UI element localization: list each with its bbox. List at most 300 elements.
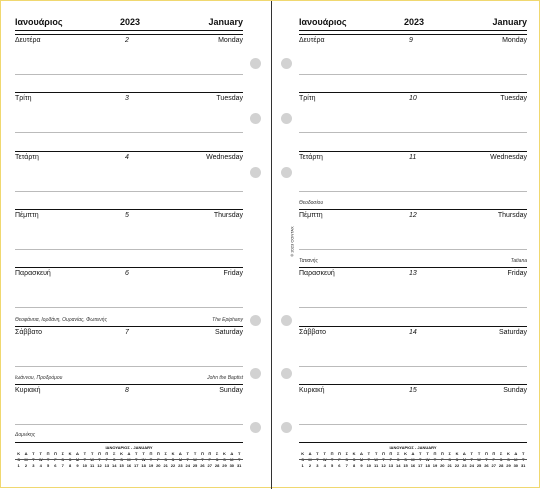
day-rule (299, 326, 527, 327)
weekday-initial-greek: Κ (171, 451, 175, 456)
weekday-initial-english: F (389, 457, 393, 462)
calendar-day-number: 9 (76, 463, 79, 468)
weekday-initial-greek: Τ (419, 451, 422, 456)
weekday-initial-english: S (448, 457, 451, 462)
calendar-day-number: 4 (323, 463, 326, 468)
day-entry (299, 326, 527, 382)
calendar-day-number: 7 (345, 463, 348, 468)
day-rule (299, 209, 527, 210)
calendar-rule (299, 442, 527, 443)
weekday-initial-greek: Τ (374, 451, 378, 456)
weekday-english: Thursday (213, 211, 243, 219)
mini-month-calendar (299, 442, 527, 482)
day-number: 12 (409, 211, 417, 219)
weekday-initial-english: T (367, 457, 371, 462)
weekday-greek: Παρασκευή (299, 270, 335, 278)
day-number: 4 (125, 153, 129, 161)
calendar-day-number: 26 (200, 463, 205, 468)
binder-hole (281, 422, 292, 433)
weekday-initial-english: T (149, 457, 153, 462)
calendar-day-number: 24 (185, 463, 190, 468)
weekday-initial-english: S (112, 457, 116, 462)
weekday-initial-english: F (105, 457, 109, 462)
weekday-initial-english: S (164, 457, 167, 462)
weekday-greek: Τετάρτη (15, 153, 39, 161)
calendar-day-number: 28 (498, 463, 504, 468)
weekday-initial-greek: Τ (83, 451, 87, 456)
page-header (15, 17, 243, 29)
calendar-day-number: 10 (366, 463, 372, 468)
weekday-initial-english: S (507, 457, 510, 462)
weekday-initial-greek: Δ (360, 451, 363, 456)
day-entry (15, 267, 243, 323)
calendar-day-number: 16 (410, 463, 416, 468)
right-page (299, 1, 527, 489)
calendar-day-number: 29 (222, 463, 227, 468)
weekday-initial-english: F (157, 457, 160, 462)
weekday-initial-english: S (396, 457, 400, 462)
day-rule (15, 209, 243, 210)
writing-line[interactable] (299, 74, 527, 75)
calendar-day-number: 21 (447, 463, 452, 468)
calendar-day-number: 29 (506, 463, 511, 468)
header-rule (15, 30, 243, 31)
binder-hole (250, 315, 261, 326)
calendar-day-number: 17 (418, 463, 423, 468)
weekday-english: Wednesday (206, 153, 243, 161)
binder-hole (250, 113, 261, 124)
weekday-initial-greek: Π (156, 451, 160, 456)
weekday-english: Saturday (214, 328, 243, 336)
writing-line[interactable] (15, 132, 243, 133)
binder-hole (281, 315, 292, 326)
weekday-initial-greek: Π (53, 451, 57, 456)
spine-divider (271, 1, 272, 489)
calendar-day-number: 5 (46, 463, 50, 468)
weekday-initial-greek: Π (433, 451, 437, 456)
weekday-initial-greek: Σ (215, 451, 219, 456)
writing-line[interactable] (299, 366, 527, 367)
weekday-greek: Δευτέρα (299, 37, 325, 44)
weekday-initial-greek: Τ (470, 451, 473, 456)
weekday-initial-english: W (38, 457, 43, 462)
weekday-initial-english: S (345, 457, 349, 462)
calendar-day-number: 6 (338, 463, 341, 468)
calendar-day-number: 28 (214, 463, 220, 468)
calendar-day-number: 18 (425, 463, 430, 468)
calendar-day-number: 3 (32, 463, 35, 468)
weekday-english: Friday (507, 270, 527, 278)
header-rule (299, 30, 527, 31)
weekday-initial-english: M (462, 457, 467, 462)
calendar-day-number: 9 (360, 463, 363, 468)
weekday-initial-greek: Π (46, 451, 50, 456)
weekday-initial-english: W (477, 457, 481, 462)
calendar-row (15, 463, 243, 469)
calendar-day-number: 30 (229, 463, 235, 468)
weekday-initial-greek: Δ (462, 451, 466, 456)
weekday-initial-english: T (201, 457, 204, 462)
calendar-day-number: 12 (381, 463, 386, 468)
weekday-initial-greek: Δ (127, 451, 131, 456)
weekday-initial-greek: Σ (448, 451, 451, 456)
day-entry (299, 151, 527, 207)
binder-hole (250, 167, 261, 178)
calendar-day-number: 8 (352, 463, 356, 468)
weekday-initial-english: W (141, 457, 146, 462)
weekday-initial-english: S (171, 457, 175, 462)
year: 2023 (120, 17, 141, 27)
writing-line[interactable] (15, 366, 243, 367)
day-number: 5 (125, 211, 129, 219)
weekday-initial-english: F (492, 457, 495, 462)
weekday-initial-english: T (32, 457, 35, 462)
weekday-english: Tuesday (216, 95, 243, 103)
binder-hole (281, 167, 292, 178)
calendar-separator (299, 459, 527, 460)
calendar-day-number: 14 (395, 463, 401, 468)
writing-line[interactable] (299, 249, 527, 250)
weekday-initial-greek: Δ (411, 451, 415, 456)
calendar-day-number: 11 (374, 463, 379, 468)
weekday-initial-english: M (359, 457, 364, 462)
day-rule (299, 267, 527, 268)
writing-line[interactable] (15, 307, 243, 308)
weekday-initial-english: W (322, 457, 327, 462)
weekday-initial-english: T (237, 457, 241, 462)
binder-hole (281, 113, 292, 124)
calendar-day-number: 27 (207, 463, 212, 468)
day-entry (299, 199, 527, 265)
calendar-day-number: 31 (236, 463, 242, 468)
name-day-greek: Ιωάννου, Προδρόμου (15, 374, 63, 381)
weekday-initial-greek: Κ (507, 451, 510, 456)
day-number: 7 (125, 328, 129, 336)
writing-line[interactable] (299, 307, 527, 308)
day-rule (299, 151, 527, 152)
calendar-day-number: 3 (316, 463, 319, 468)
calendar-day-number: 13 (388, 463, 394, 468)
calendar-day-number: 17 (134, 463, 139, 468)
weekday-initial-english: S (120, 457, 123, 462)
weekday-initial-greek: Κ (352, 451, 356, 456)
weekday-initial-english: S (499, 457, 503, 462)
weekday-initial-english: M (75, 457, 80, 462)
weekday-greek: Τρίτη (15, 95, 32, 103)
calendar-day-number: 26 (484, 463, 489, 468)
weekday-initial-greek: Κ (120, 451, 123, 456)
weekday-initial-greek: Τ (135, 451, 138, 456)
day-rule (15, 92, 243, 93)
name-day-greek: Τατιανής (299, 258, 318, 265)
day-entry (299, 258, 527, 323)
calendar-day-number: 2 (308, 463, 312, 468)
weekday-greek: Τετάρτη (299, 153, 323, 161)
weekday-initial-greek: Δ (308, 451, 312, 456)
calendar-day-number: 14 (111, 463, 117, 468)
weekday-initial-english: M (411, 457, 415, 462)
weekday-initial-greek: Κ (17, 451, 21, 456)
weekday-initial-english: T (433, 457, 437, 462)
weekday-initial-english: M (24, 457, 28, 462)
weekday-initial-english: S (68, 457, 72, 462)
day-number: 3 (125, 95, 129, 103)
day-entry (15, 209, 243, 265)
calendar-day-number: 25 (476, 463, 482, 468)
day-rule (299, 384, 527, 385)
calendar-day-number: 21 (163, 463, 168, 468)
calendar-title: ΙΑΝΟΥΑΡΙΟΣ - JANUARY (105, 445, 153, 450)
calendar-day-number: 2 (24, 463, 28, 468)
weekday-initial-greek: Σ (61, 451, 64, 456)
calendar-title: ΙΑΝΟΥΑΡΙΟΣ - JANUARY (389, 445, 437, 450)
calendar-day-number: 22 (454, 463, 460, 468)
weekday-english: Friday (223, 270, 243, 278)
weekday-initial-greek: Κ (455, 451, 459, 456)
weekday-initial-greek: Π (149, 451, 153, 456)
weekday-initial-english: W (90, 457, 95, 462)
weekday-initial-english: T (521, 457, 525, 462)
day-number: 9 (409, 37, 413, 44)
calendar-day-number: 12 (97, 463, 102, 468)
weekday-initial-greek: Δ (24, 451, 28, 456)
weekday-english: Monday (502, 37, 527, 44)
calendar-day-number: 23 (178, 463, 183, 468)
weekday-english: Thursday (497, 211, 527, 219)
weekday-initial-greek: Π (200, 451, 204, 456)
name-day-greek: Θεοδοσίου (299, 199, 324, 206)
binder-hole (250, 368, 261, 379)
writing-line[interactable] (299, 191, 527, 192)
calendar-day-number: 10 (82, 463, 88, 468)
day-entry (15, 34, 243, 90)
writing-line[interactable] (299, 132, 527, 133)
weekday-initial-greek: Σ (164, 451, 167, 456)
calendar-day-number: 22 (170, 463, 176, 468)
weekday-initial-english: F (54, 457, 57, 462)
weekday-initial-english: W (374, 457, 379, 462)
weekday-initial-greek: Κ (404, 451, 407, 456)
weekday-initial-greek: Σ (345, 451, 348, 456)
weekday-greek: Κυριακή (15, 386, 41, 394)
calendar-day-number: 8 (68, 463, 72, 468)
day-number: 6 (125, 270, 129, 278)
weekday-initial-english: S (455, 457, 459, 462)
weekday-initial-greek: Π (440, 451, 444, 456)
day-rule (15, 384, 243, 385)
day-rule (299, 92, 527, 93)
weekday-english: Monday (218, 37, 243, 44)
weekday-greek: Σάββατο (299, 328, 327, 336)
weekday-initial-greek: Τ (426, 451, 429, 456)
weekday-initial-greek: Τ (477, 451, 481, 456)
weekday-initial-english: T (46, 457, 50, 462)
name-day-english: The Epiphany (212, 316, 243, 323)
weekday-initial-english: T (382, 457, 385, 462)
weekday-initial-greek: Τ (323, 451, 326, 456)
day-rule (15, 34, 243, 35)
weekday-initial-english: M (230, 457, 234, 462)
month-english: January (208, 17, 243, 27)
day-number: 11 (409, 153, 417, 161)
day-number: 13 (409, 270, 417, 278)
weekday-initial-english: S (352, 457, 356, 462)
weekday-initial-greek: Δ (178, 451, 182, 456)
weekday-english: Saturday (498, 328, 527, 336)
weekday-initial-english: T (470, 457, 473, 462)
calendar-day-number: 1 (17, 463, 20, 468)
weekday-initial-greek: Σ (499, 451, 503, 456)
writing-line[interactable] (15, 249, 243, 250)
day-entry (15, 92, 243, 148)
weekday-english: Wednesday (490, 153, 527, 161)
weekday-english: Sunday (219, 386, 243, 394)
weekday-initial-greek: Π (492, 451, 496, 456)
month-english: January (492, 17, 527, 27)
mini-month-calendar (15, 442, 243, 482)
calendar-day-number: 24 (469, 463, 474, 468)
month-greek: Ιανουάριος (15, 17, 63, 27)
month-greek: Ιανουάριος (299, 17, 347, 27)
sunday-name-day-note: Δομνίκης (15, 432, 36, 438)
weekday-greek: Δευτέρα (15, 37, 41, 44)
weekday-initial-greek: Τ (90, 451, 94, 456)
weekday-initial-english: S (223, 457, 226, 462)
calendar-day-number: 6 (54, 463, 57, 468)
day-rule (299, 34, 527, 35)
weekday-initial-english: F (441, 457, 444, 462)
copyright-notice: © 2023 CONTAX (289, 226, 295, 257)
day-number: 15 (409, 386, 417, 394)
day-number: 14 (409, 328, 417, 336)
calendar-day-number: 19 (148, 463, 154, 468)
writing-line[interactable] (15, 424, 243, 425)
name-day-english: Tatiana (510, 258, 527, 265)
weekday-initial-greek: Τ (39, 451, 42, 456)
weekday-english: Tuesday (500, 95, 527, 103)
day-rule (15, 267, 243, 268)
weekday-initial-greek: Τ (142, 451, 145, 456)
calendar-day-number: 1 (301, 463, 304, 468)
weekday-initial-english: T (98, 457, 101, 462)
day-number: 2 (125, 37, 129, 44)
calendar-day-number: 19 (432, 463, 438, 468)
year: 2023 (404, 17, 425, 27)
weekday-initial-english: T (330, 457, 334, 462)
weekday-initial-greek: Σ (113, 451, 116, 456)
weekday-initial-greek: Τ (193, 451, 197, 456)
weekday-initial-english: M (514, 457, 518, 462)
weekday-initial-greek: Δ (230, 451, 234, 456)
weekday-initial-english: T (419, 457, 422, 462)
weekday-initial-greek: Π (389, 451, 393, 456)
day-entry (15, 374, 243, 440)
calendar-day-number: 15 (403, 463, 408, 468)
day-entry (15, 316, 243, 382)
weekday-initial-greek: Τ (367, 451, 371, 456)
day-entry (299, 384, 527, 440)
weekday-greek: Κυριακή (299, 386, 325, 394)
calendar-day-number: 11 (90, 463, 95, 468)
weekday-initial-english: S (17, 457, 20, 462)
weekday-initial-greek: Τ (316, 451, 319, 456)
weekday-initial-greek: Π (484, 451, 488, 456)
weekday-greek: Πέμπτη (299, 211, 323, 219)
calendar-day-number: 13 (104, 463, 110, 468)
binder-hole (281, 368, 292, 379)
weekday-initial-greek: Δ (514, 451, 518, 456)
weekday-initial-english: F (338, 457, 341, 462)
binder-hole (281, 58, 292, 69)
day-rule (15, 326, 243, 327)
calendar-row (299, 463, 527, 469)
weekday-initial-english: T (186, 457, 189, 462)
calendar-day-number: 25 (192, 463, 198, 468)
weekday-initial-greek: Π (208, 451, 212, 456)
weekday-initial-english: S (301, 457, 304, 462)
calendar-day-number: 23 (462, 463, 467, 468)
weekday-initial-english: T (316, 457, 319, 462)
calendar-day-number: 20 (156, 463, 161, 468)
weekday-initial-greek: Σ (397, 451, 400, 456)
name-day-greek: Θεοφάνεια, Ιορδάνη, Ουρανίας, Φωτεινής (15, 316, 108, 323)
weekday-greek: Πέμπτη (15, 211, 39, 219)
day-number: 8 (125, 386, 129, 394)
calendar-day-number: 18 (141, 463, 146, 468)
calendar-day-number: 27 (491, 463, 496, 468)
weekday-initial-greek: Π (382, 451, 385, 456)
weekday-greek: Παρασκευή (15, 270, 51, 278)
left-page (15, 1, 243, 489)
calendar-day-number: 7 (61, 463, 64, 468)
weekday-initial-greek: Π (98, 451, 101, 456)
weekday-initial-english: F (208, 457, 211, 462)
calendar-day-number: 5 (330, 463, 334, 468)
calendar-day-number: 31 (520, 463, 526, 468)
weekday-initial-greek: Π (337, 451, 341, 456)
day-entry (299, 34, 527, 90)
writing-line[interactable] (15, 191, 243, 192)
calendar-day-number: 30 (513, 463, 519, 468)
weekday-english: Sunday (503, 386, 527, 394)
calendar-day-number: 16 (126, 463, 132, 468)
weekday-initial-greek: Τ (521, 451, 525, 456)
weekday-initial-english: M (308, 457, 312, 462)
weekday-initial-greek: Π (330, 451, 334, 456)
calendar-separator (15, 459, 243, 460)
day-rule (15, 151, 243, 152)
weekday-greek: Τρίτη (299, 95, 316, 103)
weekday-initial-english: W (193, 457, 197, 462)
binder-hole (250, 58, 261, 69)
weekday-initial-english: W (425, 457, 430, 462)
day-number: 10 (409, 95, 417, 103)
calendar-day-number: 4 (39, 463, 42, 468)
writing-line[interactable] (299, 424, 527, 425)
calendar-day-number: 15 (119, 463, 124, 468)
day-entry (299, 92, 527, 148)
writing-line[interactable] (15, 74, 243, 75)
weekday-initial-english: S (404, 457, 407, 462)
calendar-rule (15, 442, 243, 443)
weekday-initial-english: M (127, 457, 131, 462)
calendar-day-number: 20 (440, 463, 445, 468)
weekday-initial-english: S (61, 457, 65, 462)
binder-hole (250, 422, 261, 433)
day-entry (15, 151, 243, 207)
weekday-initial-greek: Κ (301, 451, 305, 456)
weekday-initial-greek: Κ (68, 451, 72, 456)
